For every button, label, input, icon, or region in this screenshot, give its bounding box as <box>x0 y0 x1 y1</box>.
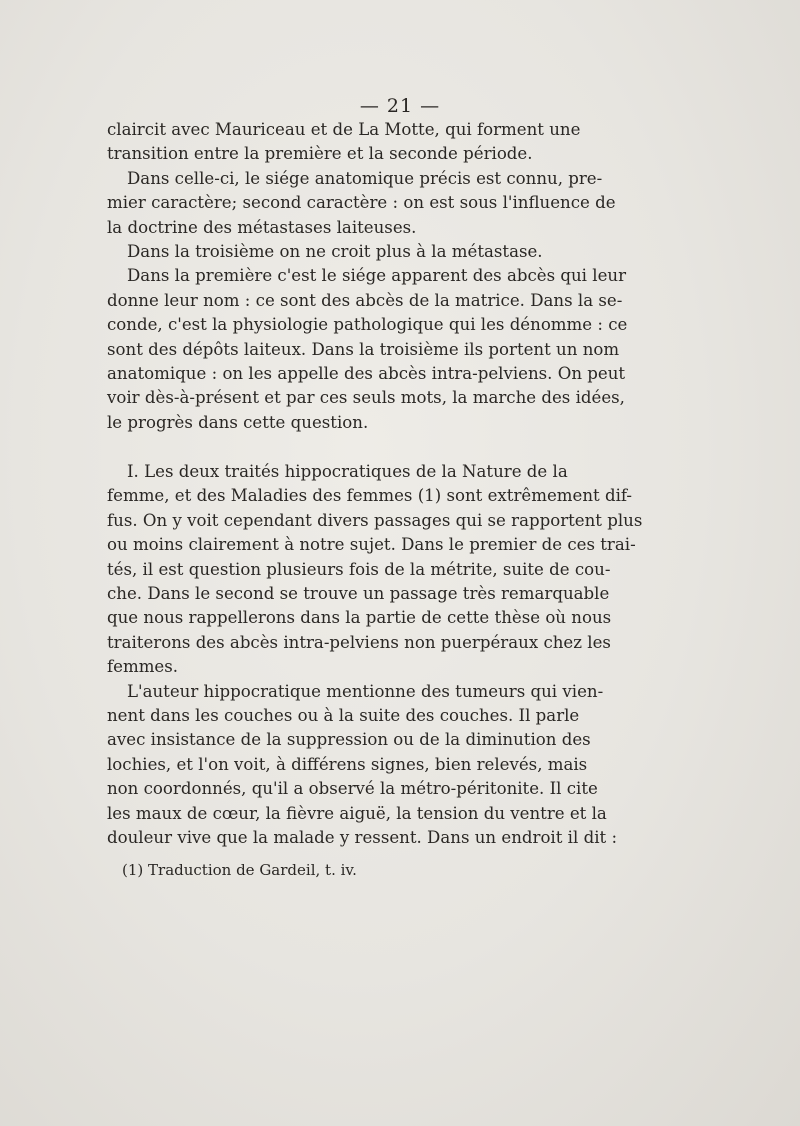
text-line: voir dès-à-présent et par ces seuls mots, la marche des idées, <box>107 388 625 408</box>
text-line: sont des dépôts laiteux. Dans la troisième ils portent un nom <box>107 339 620 359</box>
text-line: femme, et des Maladies des femmes (1) sont extrêmement dif- <box>107 486 633 506</box>
text-line: lochies, et l'on voit, à différens signes, bien relevés, mais <box>107 754 588 774</box>
text-line: conde, c'est la physiologie pathologique qui les dénomme : ce <box>107 315 628 335</box>
text-line: Dans celle-ci, le siége anatomique précis est connu, pre- <box>127 168 603 188</box>
text-line: claircit avec Mauriceau et de La Motte, qui forment une <box>107 120 581 139</box>
text-line: L'auteur hippocratique mentionne des tumeurs qui vien- <box>127 681 604 701</box>
text-line: donne leur nom : ce sont des abcès de la matrice. Dans la se- <box>107 290 623 310</box>
text-line: Dans la première c'est le siége apparent des abcès qui leur <box>127 266 627 286</box>
text-line: transition entre la première et la seconde période. <box>107 144 533 164</box>
text-line: la doctrine des métastases laiteuses. <box>107 217 417 237</box>
text-line: les maux de cœur, la fièvre aiguë, la tension du ventre et la <box>107 803 607 823</box>
text-line: traiterons des abcès intra-pelviens non puerpéraux chez les <box>107 632 611 652</box>
text-line: ou moins clairement à notre sujet. Dans le premier de ces trai- <box>107 535 636 555</box>
text-line: anatomique : on les appelle des abcès intra-pelviens. On peut <box>107 363 626 383</box>
text-line: che. Dans le second se trouve un passage très remarquable <box>107 584 610 604</box>
text-line: avec insistance de la suppression ou de la diminution des <box>107 730 591 750</box>
text-line: non coordonnés, qu'il a observé la métro-péritonite. Il cite <box>107 779 598 799</box>
text-line: I. Les deux traités hippocratiques de la Nature de la <box>127 462 568 482</box>
text-line: nent dans les couches ou à la suite des couches. Il parle <box>107 705 580 725</box>
text-line: femmes. <box>107 657 179 677</box>
text-line: Dans la troisième on ne croit plus à la métastase. <box>127 241 543 261</box>
text-line: que nous rappellerons dans la partie de cette thèse où nous <box>107 608 612 628</box>
body-text <box>107 118 643 850</box>
footnote: (1) Traduction de Gardeil, t. iv. <box>122 861 357 879</box>
text-line: le progrès dans cette question. <box>107 412 369 432</box>
page-number: — 21 — <box>359 95 441 117</box>
text-line: mier caractère; second caractère : on est sous l'influence de <box>107 193 616 213</box>
text-line: fus. On y voit cependant divers passages qui se rapportent plus <box>107 510 643 530</box>
text-line: douleur vive que la malade y ressent. Dans un endroit il dit : <box>107 827 618 847</box>
paragraph-gap <box>107 435 543 460</box>
text-line: tés, il est question plusieurs fois de la métrite, suite de cou- <box>107 559 611 579</box>
